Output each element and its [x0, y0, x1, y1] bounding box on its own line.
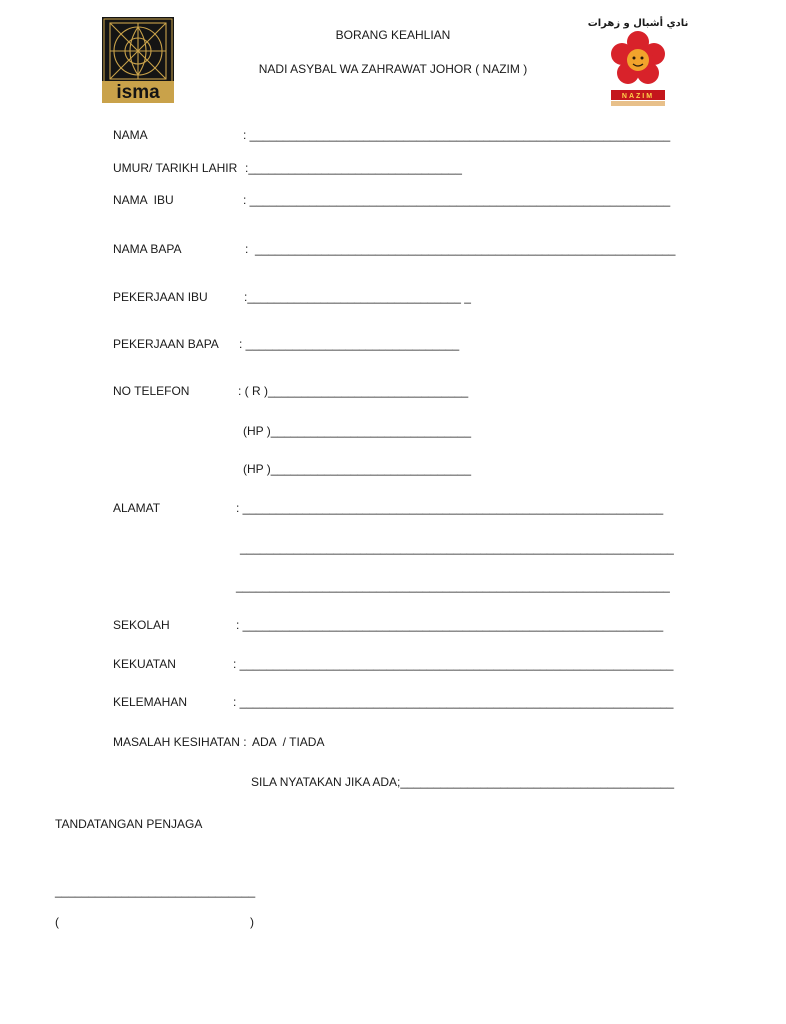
blank-line: ________________________________ _: [247, 290, 471, 304]
colon: :: [245, 161, 249, 175]
form-title: BORANG KEAHLIAN: [335, 28, 451, 42]
nama-ibu-field[interactable]: [243, 193, 670, 207]
phone-hp-field[interactable]: [243, 462, 471, 476]
no-telefon-field[interactable]: [238, 384, 468, 398]
colon: :: [236, 501, 243, 515]
sekolah-label: SEKOLAH: [113, 618, 170, 632]
blank-line: ______________________________: [270, 462, 471, 476]
blank-line: _______________________________________________________________: [242, 618, 664, 632]
phone-prefix: (HP ): [243, 462, 271, 476]
pekerjaan-bapa-label: PEKERJAAN BAPA: [113, 337, 219, 351]
guardian-name-open-paren: (: [55, 915, 59, 929]
kekuatan-field[interactable]: [233, 657, 673, 671]
umur-label: UMUR/ TARIKH LAHIR: [113, 161, 238, 175]
blank-line: ________________________________: [245, 337, 460, 351]
health-detail-field[interactable]: [251, 775, 674, 789]
guardian-name-close-paren: ): [250, 915, 254, 929]
no-telefon-label: NO TELEFON: [113, 384, 190, 398]
pekerjaan-bapa-field[interactable]: [239, 337, 459, 351]
umur-field[interactable]: [245, 161, 462, 175]
pekerjaan-ibu-label: PEKERJAAN IBU: [113, 290, 208, 304]
health-detail-prompt: SILA NYATAKAN JIKA ADA;: [251, 775, 401, 789]
colon: :: [243, 128, 250, 142]
kelemahan-label: KELEMAHAN: [113, 695, 188, 709]
blank-line: _________________________________________________________________: [239, 695, 674, 709]
phone-prefix: (HP ): [243, 424, 271, 438]
colon: :: [233, 695, 240, 709]
nazim-arabic-wordmark: نادي أشبال و زهرات: [587, 18, 689, 29]
nazim-band-wordmark: NAZIM: [621, 93, 655, 100]
blank-line: ________________________________: [248, 161, 462, 175]
alamat-label: ALAMAT: [113, 501, 161, 515]
blank-line: _______________________________________________________________: [255, 242, 676, 256]
nama-bapa-field[interactable]: [245, 242, 675, 256]
alamat-line-2[interactable]: _________________________________________________________________: [240, 541, 674, 555]
blank-line: ______________________________: [270, 424, 471, 438]
colon: :: [239, 337, 246, 351]
signature-label: TANDATANGAN PENJAGA: [55, 817, 203, 831]
masalah-kesihatan-label: MASALAH KESIHATAN :: [113, 735, 247, 749]
nama-bapa-label: NAMA BAPA: [113, 242, 182, 256]
blank-line: ______________________________: [268, 384, 469, 398]
colon: :: [243, 193, 250, 207]
colon: :: [236, 618, 243, 632]
alamat-field[interactable]: [236, 501, 663, 515]
pekerjaan-ibu-field[interactable]: [244, 290, 471, 304]
colon: :: [244, 290, 248, 304]
kekuatan-label: KEKUATAN: [113, 657, 176, 671]
signature-line[interactable]: ______________________________: [55, 884, 256, 898]
nama-ibu-label: NAMA IBU: [113, 193, 174, 207]
phone-hp-field[interactable]: [243, 424, 471, 438]
nama-field[interactable]: [243, 128, 670, 142]
blank-line: _________________________________________________________________: [239, 657, 674, 671]
phone-prefix: : ( R ): [238, 384, 268, 398]
colon: :: [245, 242, 256, 256]
colon: :: [233, 657, 240, 671]
form-subtitle: NADI ASYBAL WA ZAHRAWAT JOHOR ( NAZIM ): [258, 62, 528, 76]
blank-line: _______________________________________________________________: [249, 128, 671, 142]
ada-tiada-options[interactable]: ADA / TIADA: [252, 735, 325, 749]
kelemahan-field[interactable]: [233, 695, 673, 709]
sekolah-field[interactable]: [236, 618, 663, 632]
blank-line: _______________________________________________________________: [242, 501, 664, 515]
alamat-line-3[interactable]: _________________________________________________________________: [236, 579, 670, 593]
blank-line: _______________________________________________________________: [249, 193, 671, 207]
isma-wordmark: isma: [116, 82, 160, 103]
nama-label: NAMA: [113, 128, 148, 142]
blank-line: _________________________________________: [400, 775, 675, 789]
